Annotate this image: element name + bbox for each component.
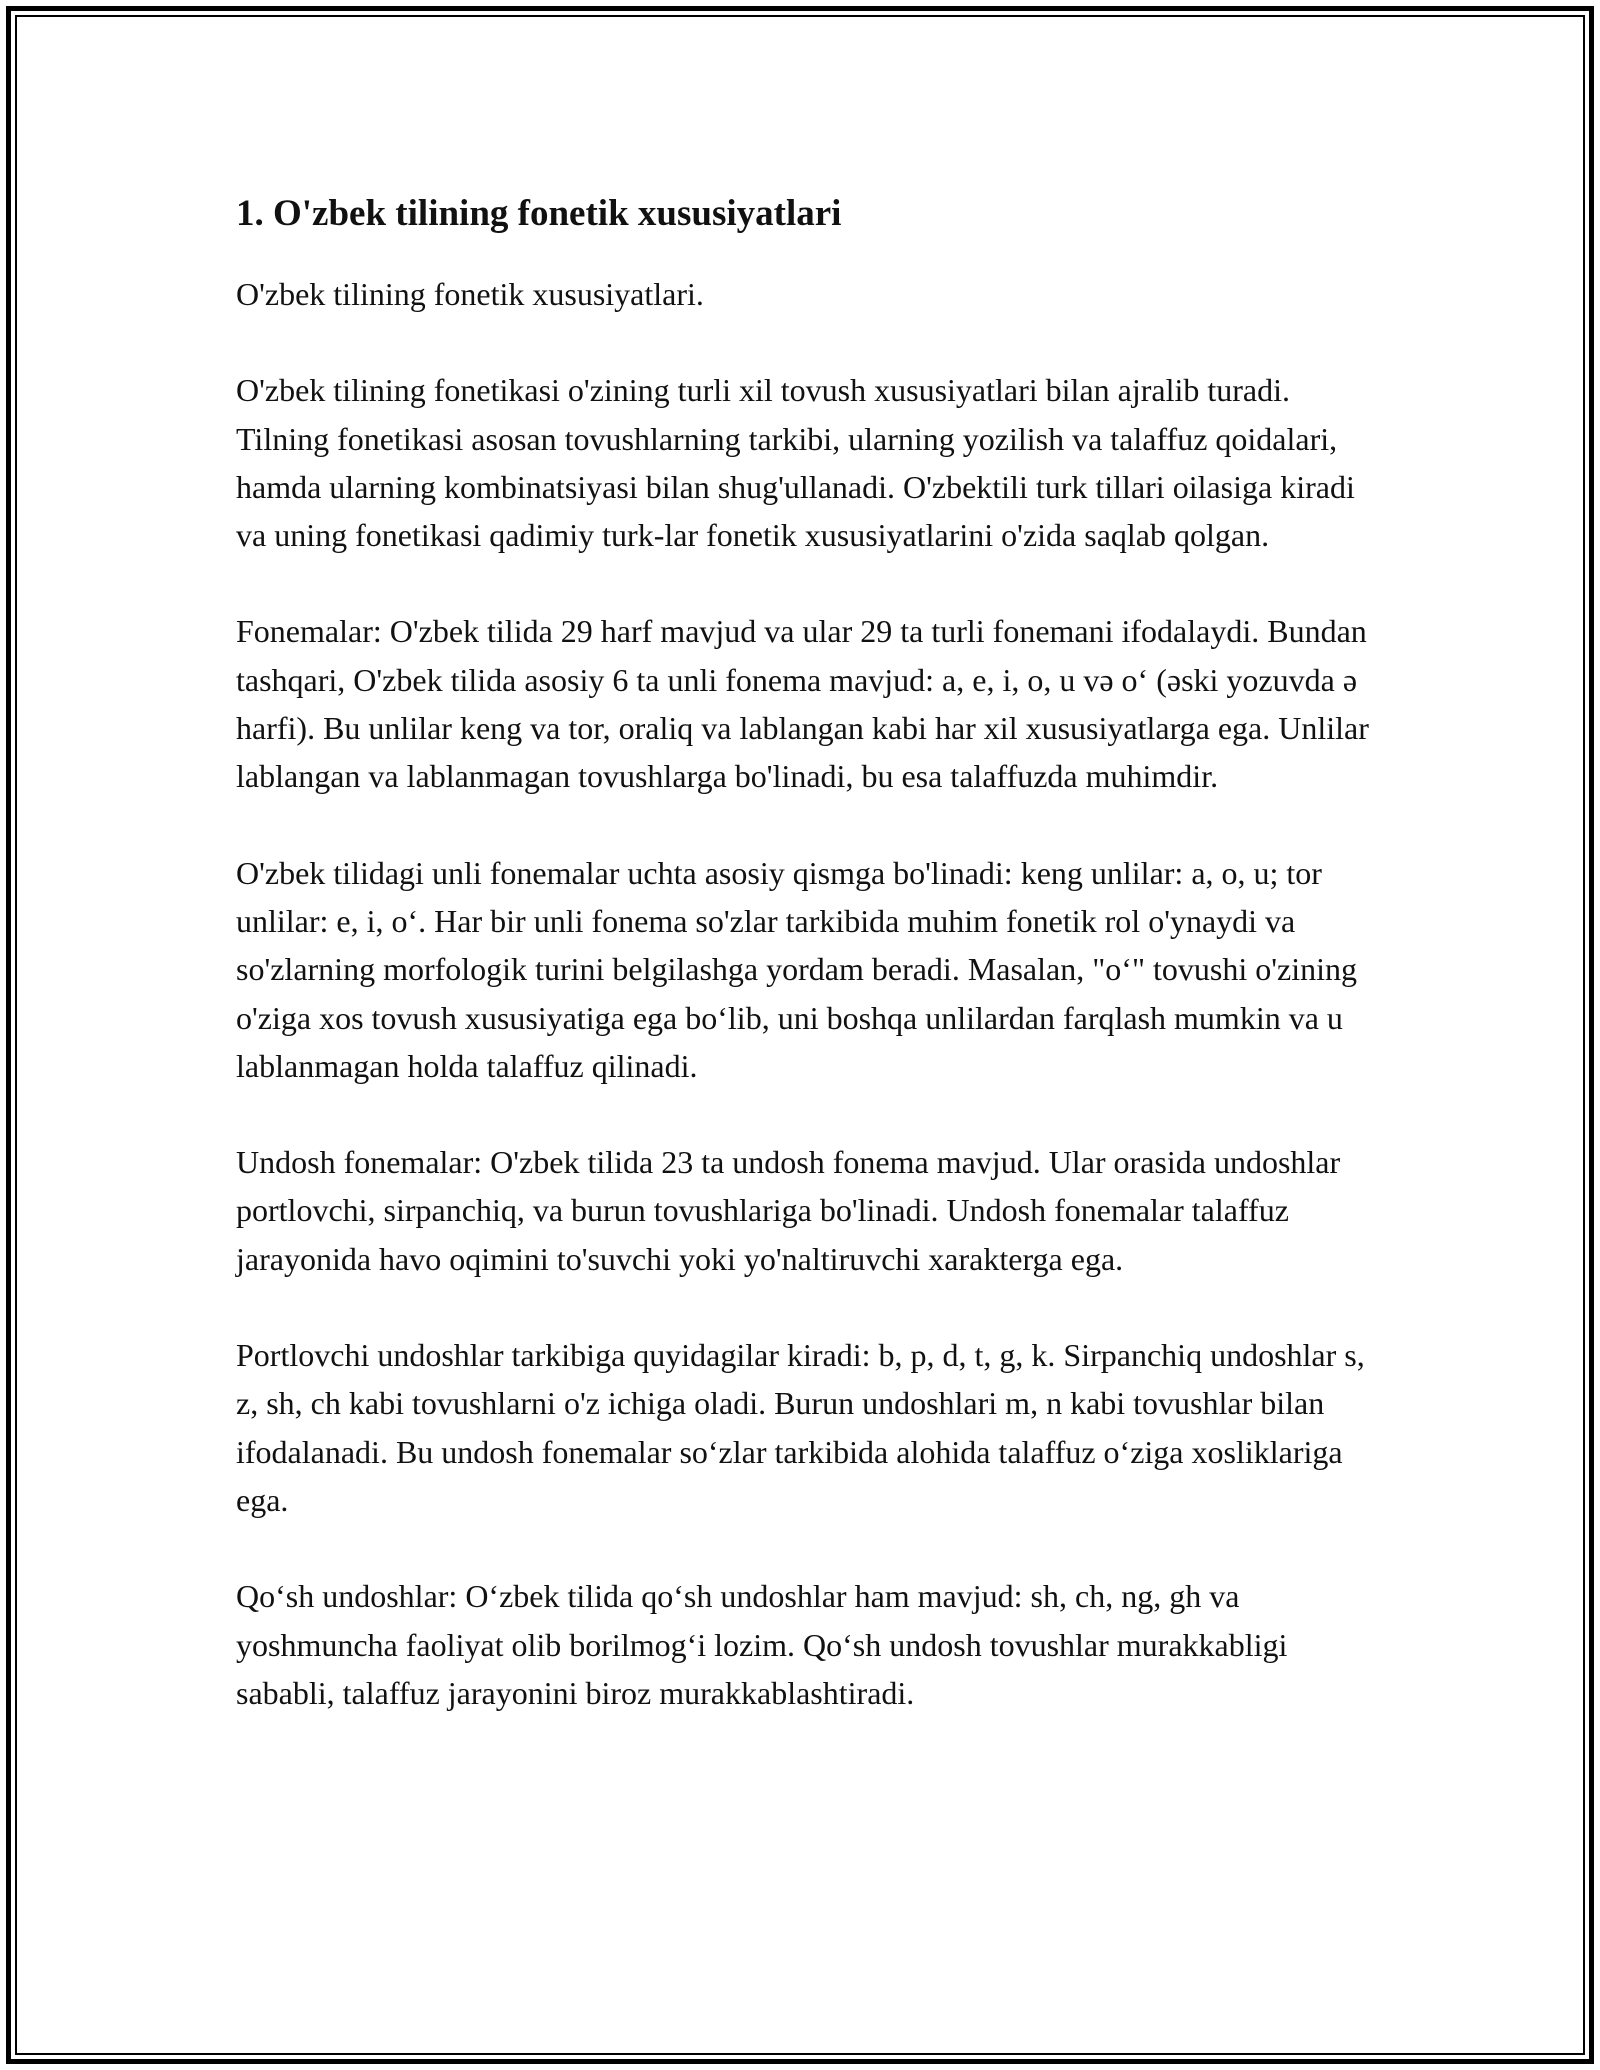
paragraph-phonetics-overview: O'zbek tilining fonetikasi o'zining turli xil tovush xususiyatlari bilan ajralib turadi. Tilning fonetikasi asosan tovushlarning tarkibi, ularning yozilish va talaffuz qoidalari, hamda ularning kombinatsiyasi bilan shug'ullanadi. O'zbektili turk tillari oilasiga kiradi va uning fonetikasi qadimiy turk-lar fonetik xususiyatlarini o'zida saqlab qolgan. (236, 372, 1355, 554)
paragraph-vowel-groups: O'zbek tilidagi unli fonemalar uchta asosiy qismga bo'linadi: keng unlilar: a, o, u; tor unlilar: e, i, o‘. Har bir unli fonema so'zlar tarkibida muhim fonetik rol o'ynaydi va so'zlarning morfologik turini belgilashga yordam beradi. Masalan, "o‘" tovushi o'zining o'ziga xos tovush xususiyatiga ega bo‘lib, uni boshqa unlilardan farqlash mumkin va u lablanmagan holda talaffuz qilinadi. (236, 854, 1357, 1084)
paragraph-double-consonants: Qo‘sh undoshlar: O‘zbek tilida qo‘sh undoshlar ham mavjud: sh, ch, ng, gh va yoshmuncha faoliyat olib borilmog‘i lozim. Qo‘sh undosh tovushlar murakkabligi sababli, talaffuz jarayonini biroz murakkablashtiradi. (236, 1578, 1288, 1711)
paragraph-plosive-consonants: Portlovchi undoshlar tarkibiga quyidagilar kiradi: b, p, d, t, g, k. Sirpanchiq undoshlar s, z, sh, ch kabi tovushlarni o'z ichiga oladi. Burun undoshlari m, n kabi tovushlar bilan ifodalanadi. Bu undosh fonemalar so‘zlar tarkibida alohida talaffuz o‘ziga xosliklariga ega. (236, 1337, 1365, 1518)
paragraph-consonant-phonemes: Undosh fonemalar: O'zbek tilida 23 ta undosh fonema mavjud. Ular orasida undoshlar portlovchi, sirpanchiq, va burun tovushlariga bo'linadi. Undosh fonemalar talaffuz jarayonida havo oqimini to'suvchi yoki yo'naltiruvchi xarakterga ega. (236, 1144, 1341, 1277)
section-heading: 1. O'zbek tilining fonetik xususiyatlari (236, 193, 842, 234)
paragraph-phonemes: Fonemalar: O'zbek tilida 29 harf mavjud va ular 29 ta turli fonemani ifodalaydi. Bundan tashqari, O'zbek tilida asosiy 6 ta unli fonema mavjud: a, e, i, o, u və o‘ (əski yozuvda ə harfi). Bu unlilar keng va tor, oraliq va lablangan kabi har xil xususiyatlarga ega. Unlilar lablangan va lablanmagan tovushlarga bo'linadi, bu esa talaffuzda muhimdir. (236, 613, 1369, 795)
document-body (236, 188, 1386, 1765)
paragraph-intro: O'zbek tilining fonetik xususiyatlari. (236, 276, 704, 312)
